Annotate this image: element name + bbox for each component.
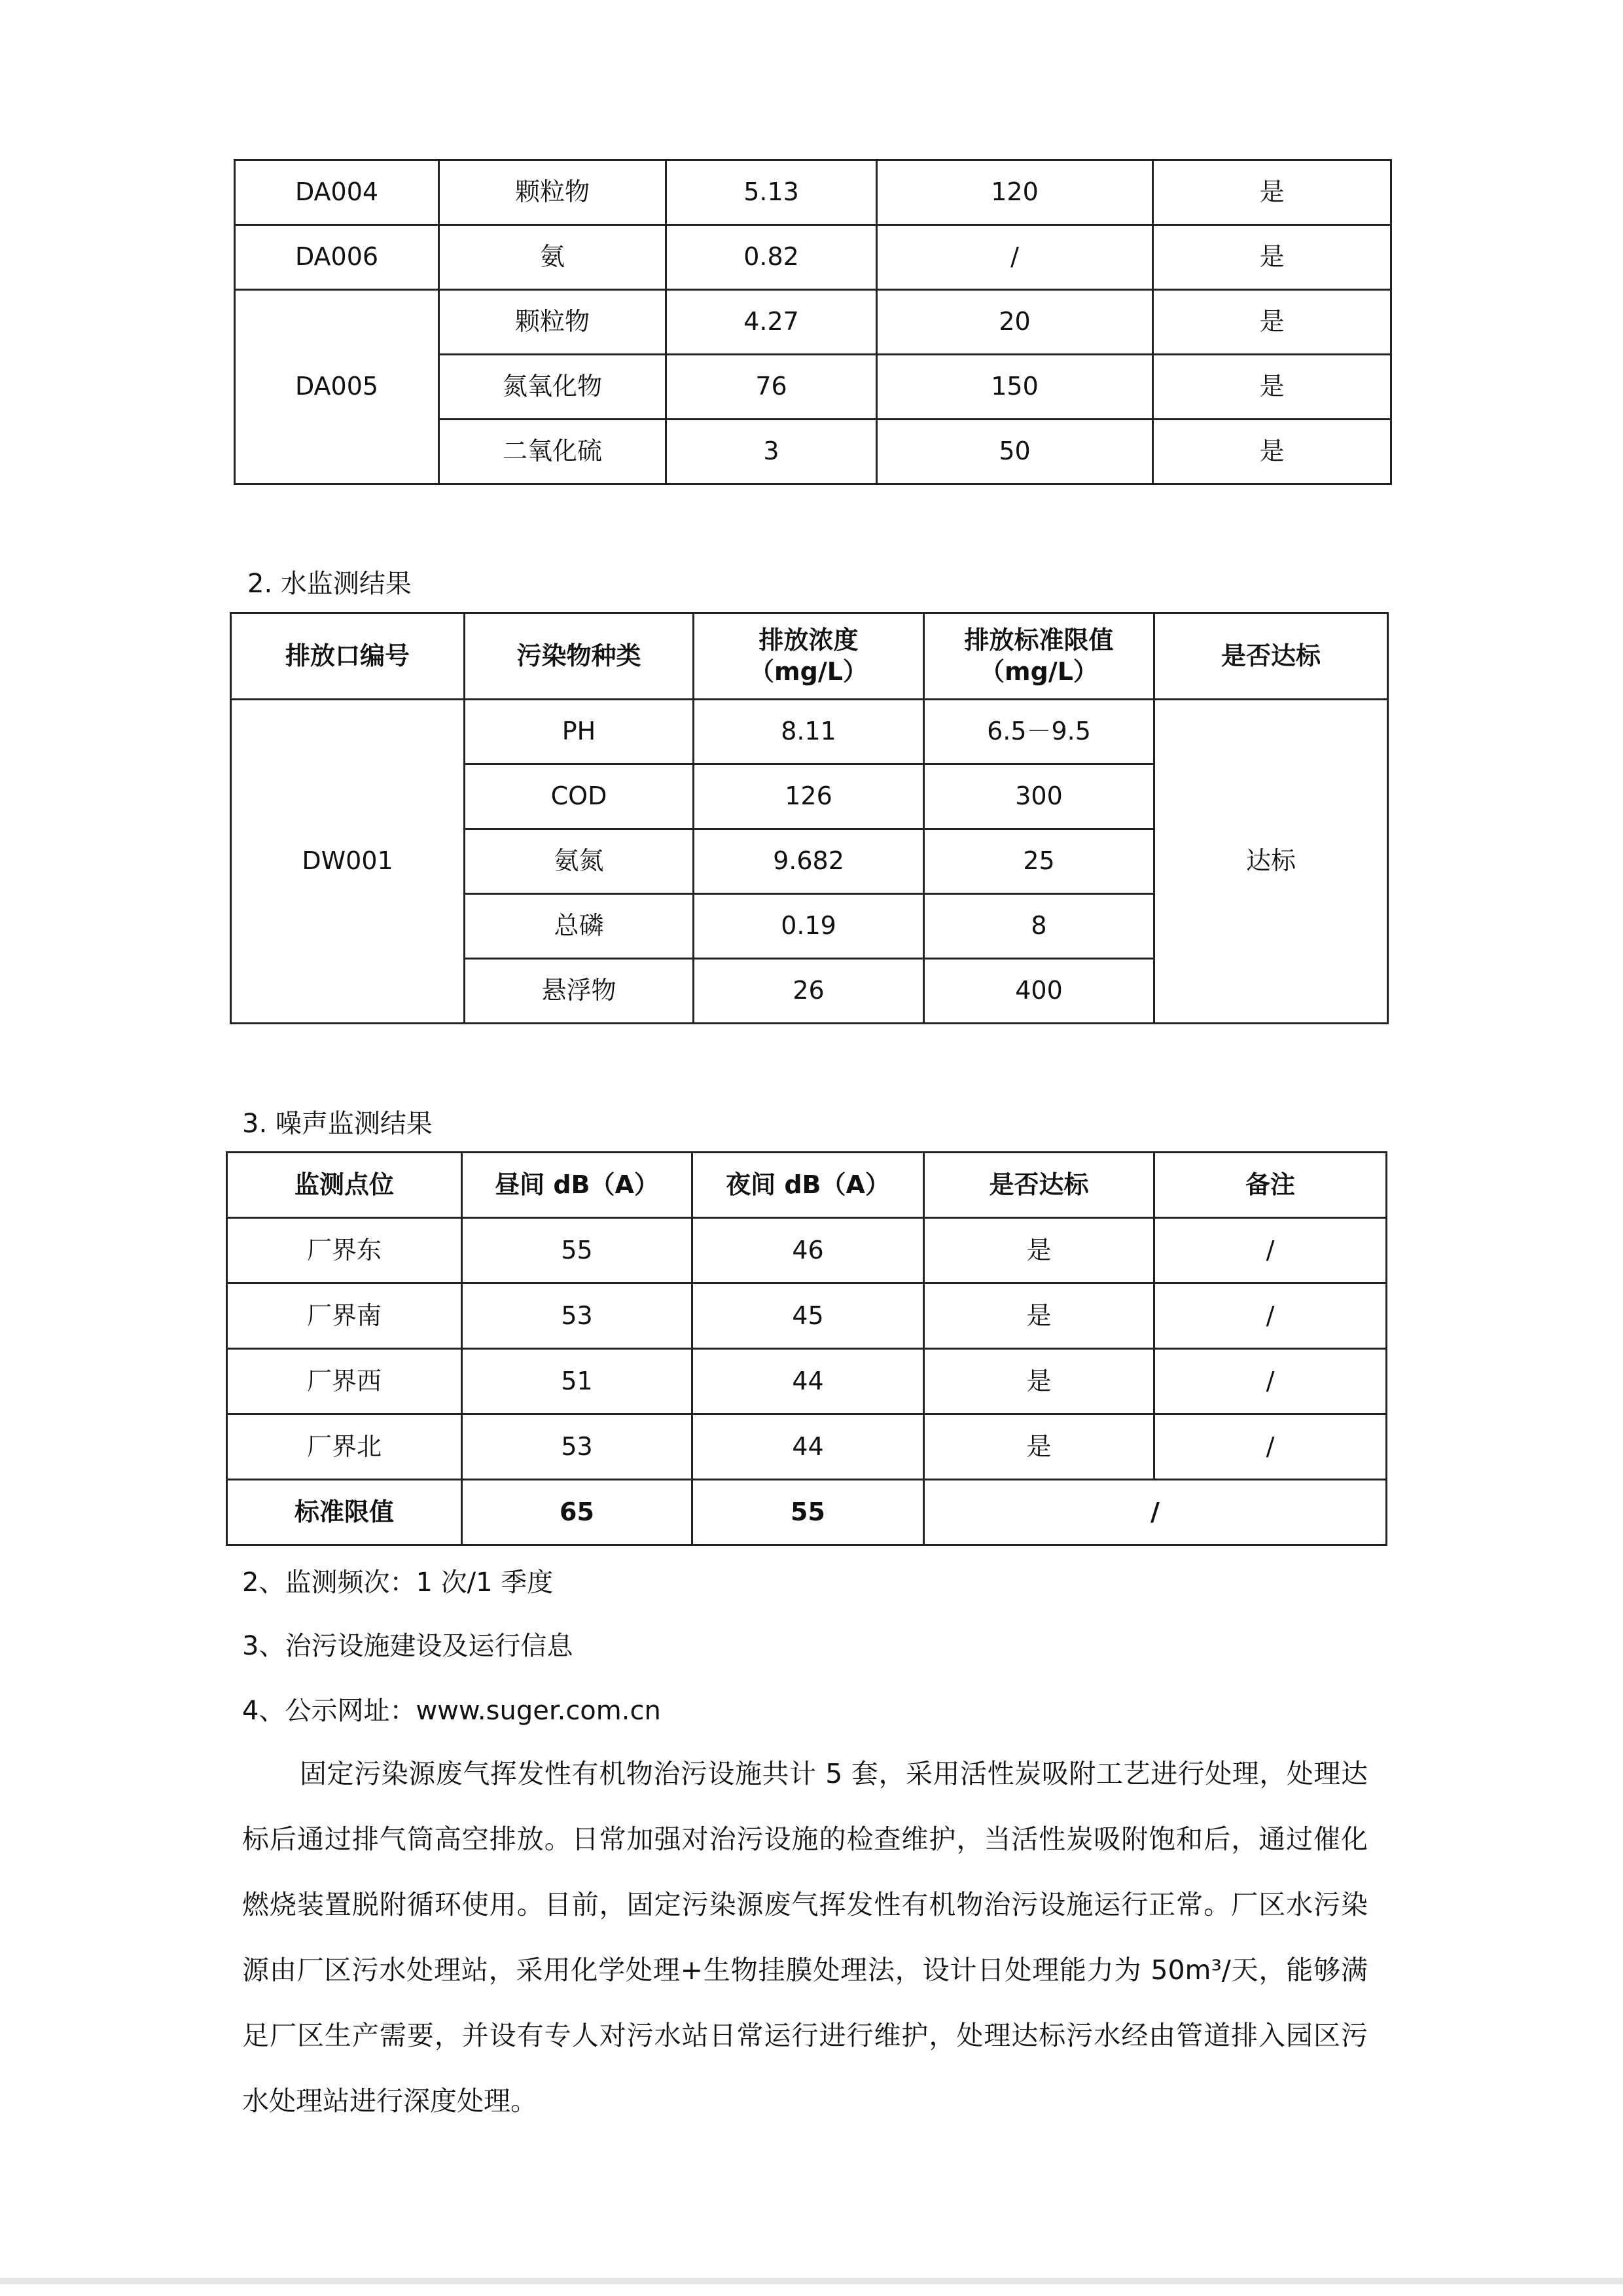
website-line: 4、公示网址：www.suger.com.cn xyxy=(242,1696,661,1726)
pollutant-cell: COD xyxy=(465,764,694,829)
compliance-header: 是否达标 xyxy=(924,1153,1154,1218)
monitoring-frequency: 2、监测频次：1 次/1 季度 xyxy=(242,1568,554,1598)
pollutant-cell: 颗粒物 xyxy=(439,290,666,355)
compliance-cell: 是 xyxy=(924,1349,1154,1414)
compliance-cell: 是 xyxy=(1153,420,1391,484)
concentration-header-line1: 排放浓度 xyxy=(758,626,859,655)
outlet-cell: DA004 xyxy=(235,160,439,225)
night-cell: 44 xyxy=(692,1414,924,1480)
day-cell: 55 xyxy=(462,1218,692,1283)
water-monitoring-table xyxy=(230,612,1389,1024)
table-row xyxy=(235,290,1391,355)
note-cell: / xyxy=(1154,1349,1387,1414)
compliance-cell: 是 xyxy=(1153,225,1391,290)
limit-cell: 6.5－9.5 xyxy=(924,700,1154,764)
compliance-cell: 是 xyxy=(1153,160,1391,225)
day-cell: 51 xyxy=(462,1349,692,1414)
limit-rest-cell: / xyxy=(924,1480,1387,1545)
limit-cell: 50 xyxy=(877,420,1153,484)
night-cell: 45 xyxy=(692,1283,924,1349)
night-cell: 46 xyxy=(692,1218,924,1283)
night-limit-cell: 55 xyxy=(692,1480,924,1545)
limit-cell: 300 xyxy=(924,764,1154,829)
air-monitoring-table xyxy=(234,159,1392,485)
day-header: 昼间 dB（A） xyxy=(462,1153,692,1218)
outlet-cell: DA006 xyxy=(235,225,439,290)
noise-section-heading: 3. 噪声监测结果 xyxy=(242,1109,433,1139)
night-cell: 44 xyxy=(692,1349,924,1414)
noise-monitoring-table xyxy=(226,1151,1387,1546)
concentration-cell: 126 xyxy=(694,764,924,829)
limit-cell: / xyxy=(877,225,1153,290)
concentration-cell: 76 xyxy=(666,355,877,420)
table-row xyxy=(235,225,1391,290)
compliance-cell: 是 xyxy=(924,1414,1154,1480)
table-header-row xyxy=(231,613,1388,700)
table-row xyxy=(235,160,1391,225)
compliance-cell: 达标 xyxy=(1154,700,1388,1024)
pollutant-cell: 二氧化硫 xyxy=(439,420,666,484)
outlet-cell: DA005 xyxy=(235,290,439,484)
facilities-description: 固定污染源废气挥发性有机物治污设施共计 5 套，采用活性炭吸附工艺进行处理，处理达标后通过排气筒高空排放。日常加强对治污设施的检查维护，当活性炭吸附饱和后，通过催化燃烧装置脱附循环使用。目前，固定污染源废气挥发性有机物治污设施运行正常。厂区水污染源由厂区污水处理站，采用化学处理+生物挂膜处理法，设计日处理能力为 50m³/天，能够满足厂区生产需要，并设有专人对污水站日常运行进行维护，处理达标污水经由管道排入园区污水处理站进行深度处理。 xyxy=(242,1758,1368,2117)
compliance-header: 是否达标 xyxy=(1154,613,1388,700)
day-cell: 53 xyxy=(462,1283,692,1349)
limit-row xyxy=(227,1480,1387,1545)
table-row xyxy=(227,1218,1387,1283)
day-limit-cell: 65 xyxy=(462,1480,692,1545)
concentration-cell: 4.27 xyxy=(666,290,877,355)
day-cell: 53 xyxy=(462,1414,692,1480)
pollutant-cell: 氮氧化物 xyxy=(439,355,666,420)
outlet-header: 排放口编号 xyxy=(231,613,465,700)
limit-cell: 400 xyxy=(924,959,1154,1024)
concentration-header xyxy=(694,613,924,700)
limit-header-line1: 排放标准限值 xyxy=(964,626,1114,655)
outlet-cell: DW001 xyxy=(231,700,465,1024)
limit-header xyxy=(924,613,1154,700)
concentration-cell: 5.13 xyxy=(666,160,877,225)
pollutant-cell: PH xyxy=(465,700,694,764)
concentration-cell: 0.19 xyxy=(694,894,924,959)
note-cell: / xyxy=(1154,1218,1387,1283)
limit-cell: 20 xyxy=(877,290,1153,355)
table-header-row xyxy=(227,1153,1387,1218)
pollutant-cell: 总磷 xyxy=(465,894,694,959)
concentration-cell: 0.82 xyxy=(666,225,877,290)
compliance-cell: 是 xyxy=(924,1283,1154,1349)
pollutant-cell: 氨 xyxy=(439,225,666,290)
facilities-info-heading: 3、治污设施建设及运行信息 xyxy=(242,1631,573,1661)
compliance-cell: 是 xyxy=(1153,290,1391,355)
point-header: 监测点位 xyxy=(227,1153,462,1218)
limit-cell: 8 xyxy=(924,894,1154,959)
water-section-heading: 2. 水监测结果 xyxy=(247,569,412,599)
night-header: 夜间 dB（A） xyxy=(692,1153,924,1218)
concentration-cell: 8.11 xyxy=(694,700,924,764)
table-row xyxy=(227,1349,1387,1414)
pollutant-cell: 颗粒物 xyxy=(439,160,666,225)
limit-cell: 120 xyxy=(877,160,1153,225)
point-cell: 厂界北 xyxy=(227,1414,462,1480)
point-cell: 厂界南 xyxy=(227,1283,462,1349)
note-header: 备注 xyxy=(1154,1153,1387,1218)
point-cell: 厂界东 xyxy=(227,1218,462,1283)
concentration-cell: 26 xyxy=(694,959,924,1024)
limit-cell: 150 xyxy=(877,355,1153,420)
table-row xyxy=(227,1414,1387,1480)
limit-cell: 25 xyxy=(924,829,1154,894)
page-bottom-edge xyxy=(0,2278,1623,2284)
table-row xyxy=(231,700,1388,764)
pollutant-cell: 悬浮物 xyxy=(465,959,694,1024)
table-row xyxy=(227,1283,1387,1349)
compliance-cell: 是 xyxy=(924,1218,1154,1283)
note-cell: / xyxy=(1154,1414,1387,1480)
concentration-header-line2: （mg/L） xyxy=(749,656,868,686)
concentration-cell: 3 xyxy=(666,420,877,484)
compliance-cell: 是 xyxy=(1153,355,1391,420)
limit-label-cell: 标准限值 xyxy=(227,1480,462,1545)
pollutant-header: 污染物种类 xyxy=(465,613,694,700)
note-cell: / xyxy=(1154,1283,1387,1349)
concentration-cell: 9.682 xyxy=(694,829,924,894)
point-cell: 厂界西 xyxy=(227,1349,462,1414)
limit-header-line2: （mg/L） xyxy=(980,656,1098,686)
pollutant-cell: 氨氮 xyxy=(465,829,694,894)
